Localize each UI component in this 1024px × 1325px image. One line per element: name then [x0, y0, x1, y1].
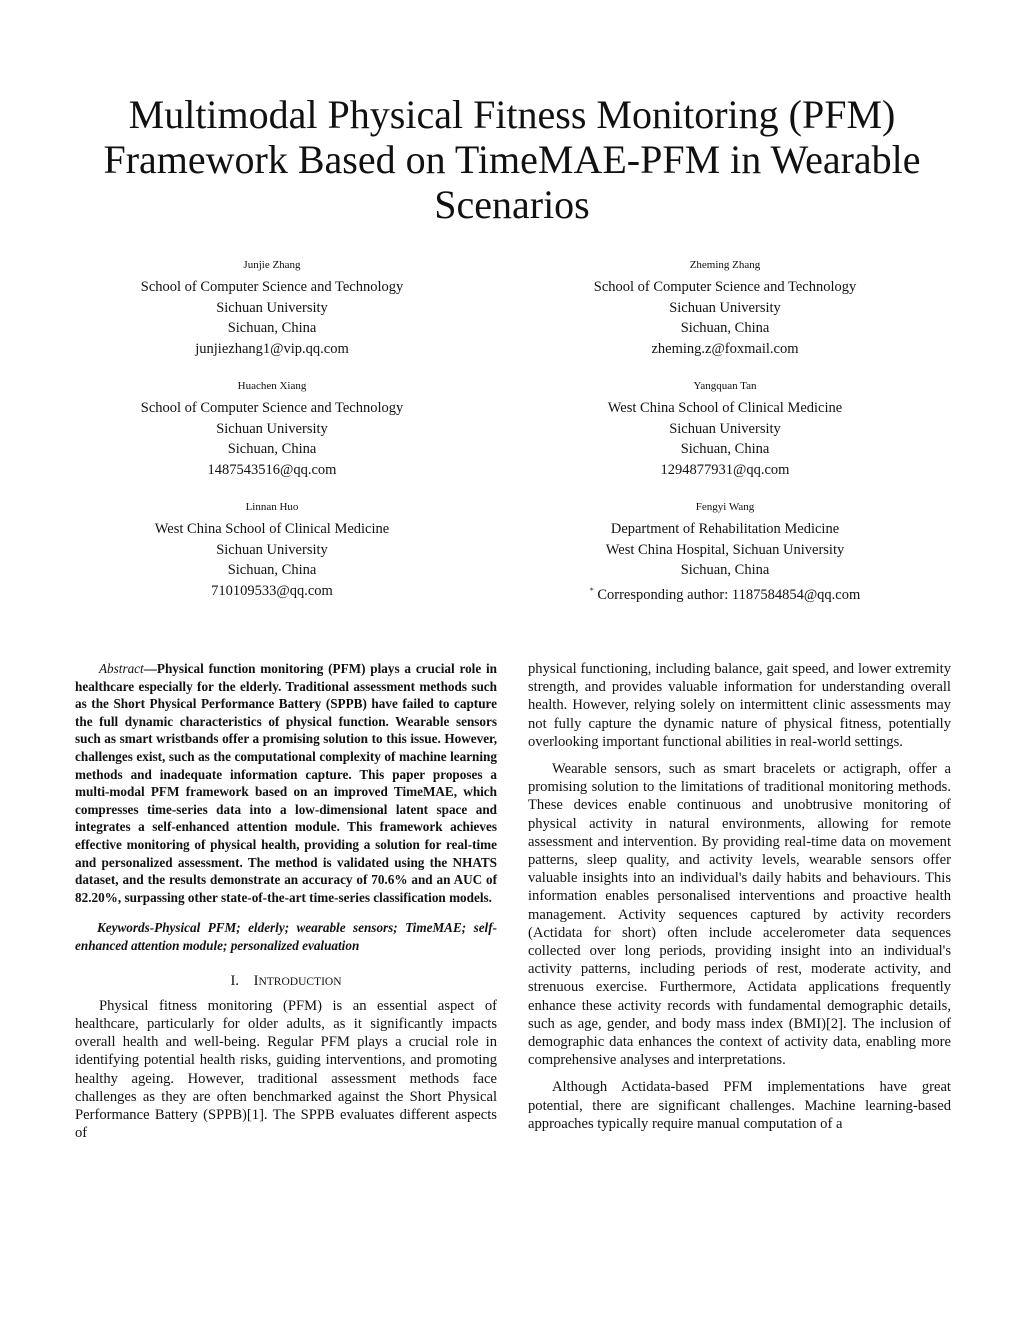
author-email: 1294877931@qq.com — [660, 461, 790, 478]
author-block-3 — [107, 379, 437, 480]
author-block-6 — [560, 500, 890, 605]
author-block-5 — [107, 500, 437, 601]
author-affiliation: Department of Rehabilitation Medicine — [610, 521, 840, 537]
author-email: 1487543516@qq.com — [207, 461, 337, 478]
author-location: Sichuan, China — [227, 320, 317, 337]
author-university: West China Hospital, Sichuan University — [605, 541, 845, 558]
author-name: Junjie Zhang — [243, 259, 301, 271]
section-title-rest: NTRODUCTION — [258, 975, 342, 988]
section-heading — [75, 972, 497, 991]
author-location: Sichuan, China — [680, 441, 770, 458]
author-name: Zheming Zhang — [689, 259, 761, 271]
author-email: zheming.z@foxmail.com — [651, 340, 799, 357]
corresponding-marker: * — [589, 585, 594, 595]
author-block-1 — [107, 258, 437, 359]
author-university: Sichuan University — [669, 420, 781, 437]
keywords: Keywords-Physical PFM; elderly; wearable sensors; TimeMAE; self-enhanced attention module; personalized evaluation — [75, 920, 497, 953]
author-affiliation: School of Computer Science and Technology — [140, 279, 404, 295]
author-block-2 — [560, 258, 890, 359]
author-affiliation: School of Computer Science and Technology — [140, 400, 404, 416]
author-university: Sichuan University — [216, 299, 328, 316]
paragraph-2: Wearable sensors, such as smart bracelets or actigraph, offer a promising solution to the limitations of traditional monitoring methods. These devices enable continuous and unobtrusive monitoring of physical activity in natural environments, allowing for remote assessment and intervention. By providing real-time data on movement patterns, sleep quality, and activity levels, wearable sensors offer valuable insights into an individual's daily habits and behaviours. This information enables personalised interventions and proactive health management. Activity sequences captured by activity recorders (Actidata for short) often include accelerometer data sequences collected over long periods, providing insight into an individual's activity patterns, including periods of rest, moderate activity, and strenuous exercise. Furthermore, Actidata applications frequently enhance these activity records with fundamental demographic details, such as age, gender, and body mass index (BMI)[2]. The inclusion of demographic data enhances the context of activity data, enabling more comprehensive analyses and interpretations. — [528, 761, 951, 1069]
corresponding-author-email — [560, 581, 890, 606]
author-affiliation: West China School of Clinical Medicine — [154, 521, 390, 537]
author-block-4 — [560, 379, 890, 480]
abstract-dash: — — [143, 661, 157, 676]
paper-title: Multimodal Physical Fitness Monitoring (PFM) Framework Based on TimeMAE-PFM in Wearable Scenarios — [103, 92, 921, 227]
author-university: Sichuan University — [669, 299, 781, 316]
author-name: Huachen Xiang — [237, 380, 307, 392]
author-email: 710109533@qq.com — [211, 582, 333, 599]
paragraph-3: Although Actidata-based PFM implementations have great potential, there are significant challenges. Machine learning-based approaches typically require manual computation of a — [528, 1079, 951, 1132]
author-name: Fengyi Wang — [695, 501, 755, 513]
section-title-initial: I — [253, 972, 259, 989]
author-university: Sichuan University — [216, 420, 328, 437]
author-name: Linnan Huo — [245, 501, 299, 513]
paragraph-1-part-1: Physical fitness monitoring (PFM) is an essential aspect of healthcare, particularly for older adults, as it significantly impacts overall health and well-being. Regular PFM plays a crucial role in identifying potential health risks, guiding interventions, and promoting healthy ageing. However, traditional assessment methods face challenges as they are often benchmarked against the Short Physical Performance Battery (SPPB)[1]. The SPPB evaluates different aspects of — [75, 997, 497, 1142]
left-column — [75, 660, 497, 1142]
author-email: junjiezhang1@vip.qq.com — [195, 340, 349, 357]
author-university: Sichuan University — [216, 541, 328, 558]
author-affiliation: West China School of Clinical Medicine — [607, 400, 843, 416]
abstract — [75, 660, 497, 906]
author-affiliation: School of Computer Science and Technology — [593, 279, 857, 295]
author-name: Yangquan Tan — [693, 380, 757, 392]
abstract-label: Abstract — [99, 661, 144, 676]
author-location: Sichuan, China — [680, 562, 770, 579]
author-location: Sichuan, China — [227, 441, 317, 458]
author-email: Corresponding author: 1187584854@qq.com — [597, 586, 861, 603]
author-location: Sichuan, China — [227, 562, 317, 579]
abstract-text: Physical function monitoring (PFM) plays a crucial role in healthcare especially for the elderly. Traditional assessment methods such as the Short Physical Performance Battery (SPPB) have failed to capture the full dynamic characteristics of physical function. Wearable sensors such as smart wristbands offer a promising solution to this issue. However, challenges exist, such as the computational complexity of machine learning methods and inadequate information capture. This paper proposes a multi-modal PFM framework based on an improved TimeMAE, which compresses time-series data into a low-dimensional latent space and integrates a self-enhanced attention module. This framework achieves effective monitoring of physical health, providing a solution for real-time and personalized assessment. The method is validated using the NHATS dataset, and the results demonstrate an accuracy of 70.6% and an AUC of 82.20%, surpassing other state-of-the-art time-series classification models. — [75, 661, 497, 905]
right-column — [528, 660, 951, 1133]
author-location: Sichuan, China — [680, 320, 770, 337]
section-number: I. — [230, 972, 239, 989]
paragraph-1-part-2: physical functioning, including balance, gait speed, and lower extremity strength, and provides valuable information for understanding overall health. However, relying solely on intermittent clinic assessments may not fully capture the dynamic nature of physical fitness, potentially overlooking important functional abilities in real-world settings. — [528, 661, 951, 750]
